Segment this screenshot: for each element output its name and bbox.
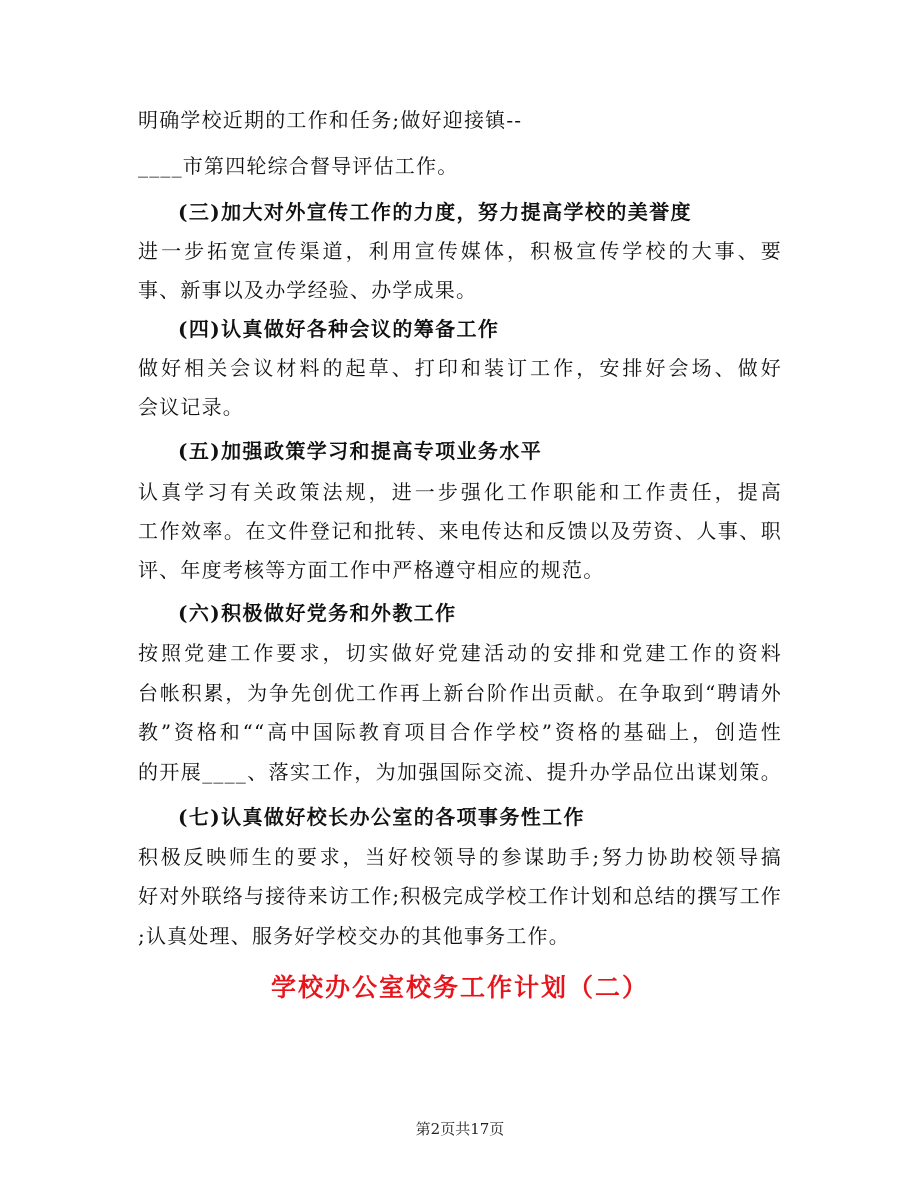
section-heading-6: (六)积极做好党务和外教工作 xyxy=(178,601,457,625)
section-title: 学校办公室校务工作计划（二） xyxy=(270,973,649,1002)
paragraph-line: 教”资格和““高中国际教育项目合作学校”资格的基础上，创造性 xyxy=(138,720,782,744)
page-footer: 第2页共17页 xyxy=(415,1120,505,1138)
paragraph-line: ____市第四轮综合督导评估工作。 xyxy=(138,154,459,178)
section-heading-4: (四)认真做好各种会议的筹备工作 xyxy=(178,317,500,341)
paragraph-line: 会议记录。 xyxy=(138,395,244,419)
paragraph-line: 评、年度考核等方面工作中严格遵守相应的规范。 xyxy=(138,558,605,582)
paragraph-line: 按照党建工作要求，切实做好党建活动的安排和党建工作的资料 xyxy=(138,641,782,665)
paragraph-line: 工作效率。在文件登记和批转、来电传达和反馈以及劳资、人事、职 xyxy=(138,519,782,543)
paragraph-line: ;认真处理、服务好学校交办的其他事务工作。 xyxy=(138,924,570,948)
paragraph-line: 事、新事以及办学经验、办学成果。 xyxy=(138,278,478,302)
section-heading-3: (三)加大对外宣传工作的力度，努力提高学校的美誉度 xyxy=(178,200,692,224)
paragraph-line: 进一步拓宽宣传渠道，利用宣传媒体，积极宣传学校的大事、要 xyxy=(138,239,782,263)
paragraph-line: 做好相关会议材料的起草、打印和装订工作，安排好会场、做好 xyxy=(138,356,782,380)
section-heading-5: (五)加强政策学习和提高专项业务水平 xyxy=(178,439,543,463)
paragraph-line: 积极反映师生的要求，当好校领导的参谋助手;努力协助校领导搞 xyxy=(138,845,782,869)
paragraph-line: 的开展____、落实工作，为加强国际交流、提升办学品位出谋划策。 xyxy=(138,760,782,784)
section-heading-7: (七)认真做好校长办公室的各项事务性工作 xyxy=(178,805,585,829)
paragraph-line: 认真学习有关政策法规，进一步强化工作职能和工作责任，提高 xyxy=(138,480,782,504)
paragraph-line: 好对外联络与接待来访工作;积极完成学校工作计划和总结的撰写工作 xyxy=(138,884,782,908)
paragraph-line: 台帐积累，为争先创优工作再上新台阶作出贡献。在争取到“聘请外 xyxy=(138,681,782,705)
paragraph-line: 明确学校近期的工作和任务;做好迎接镇-- xyxy=(138,108,523,132)
